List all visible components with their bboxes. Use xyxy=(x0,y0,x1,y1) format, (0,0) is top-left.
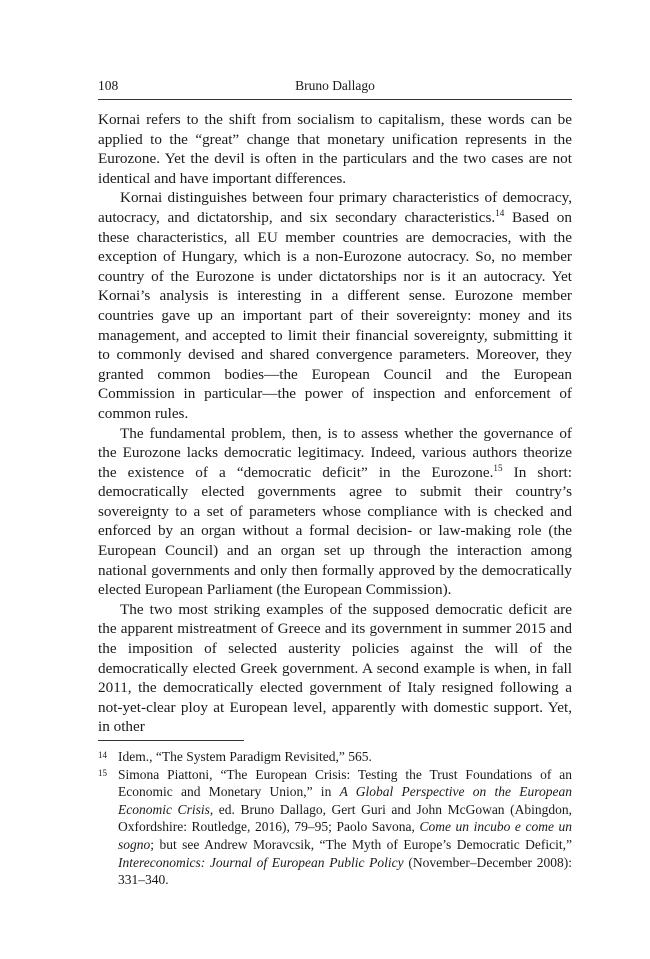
footnote-15 xyxy=(98,766,572,889)
paragraph-1: Kornai refers to the shift from socialism to capitalism, these words can be applied to the “great” change that monetary unification represents in the Eurozone. Yet the devil is often in the particulars and the two cases are not identical and have important differences. xyxy=(98,111,572,187)
footnote-14 xyxy=(98,748,572,766)
footnote-ref-14[interactable]: 14 xyxy=(495,207,505,218)
body-text xyxy=(98,110,572,737)
footnote-text: Idem., “The System Paradigm Revisited,” 565. xyxy=(118,749,372,764)
footnote-number: 14 xyxy=(98,750,107,760)
header-rule xyxy=(98,99,572,100)
footnote-ref-15[interactable]: 15 xyxy=(493,462,503,473)
running-head: Bruno Dallago xyxy=(295,78,375,93)
footnote-text: Simona Piattoni, “The European Crisis: Testing the Trust Foundations of an Economic and Monetary Union,” in A Global Perspective on the European Economic Crisis, ed. Bruno Dallago, Gert Guri and John McGowan (Abingdon, Oxfordshire: Routledge, 2016), 79–95; Paolo Savona, Come un incubo e come un sogno; but see Andrew Moravcsik, “The Myth of Europe’s Democratic Deficit,” Intereconomics: Journal of European Public Policy (November–December 2008): 331–340. xyxy=(118,766,573,888)
footnotes xyxy=(98,748,572,889)
page-number: 108 xyxy=(98,78,119,93)
paragraph-3: The fundamental problem, then, is to assess whether the governance of the Eurozone lacks democratic legitimacy. Indeed, various authors theorize the existence of a “democratic deficit” in the Eurozone.$^{15}$ In short: democratically elected governments agree to submit their country’s sovereignty to a set of parameters whose compliance with is checked and enforced by an organ without a formal decision- or law-making role (the European Council) and an organ set up through the interaction among national governments and only then formally approved by the democratically elected European Parliament (the European Commission). xyxy=(98,424,572,599)
paragraph-2: Kornai distinguishes between four primary characteristics of democracy, autocracy, and dictatorship, and six secondary characteristics.$^{14}$ Based on these characteristics, all EU member countries are democracies, with the exception of Hungary, which is a non-Eurozone autocracy. So, no member country of the Eurozone is under dictatorships nor is it an autocracy. Yet Kornai’s analysis is interesting in a different sense. Eurozone member countries gave up an important part of their sovereignty: money and its management, and accepted to limit their financial sovereignty, submitting it to commonly devised and shared convergence parameters. Moreover, they granted common bodies—the European Council and the European Commission in particular—the power of inspection and enforcement of common rules. xyxy=(98,189,572,422)
book-title: A Global Perspective on the European Economic Crisis xyxy=(118,784,572,817)
journal-title: Intereconomics: Journal of European Public Policy xyxy=(118,854,404,870)
book-title: Come un incubo e come un sogno xyxy=(118,819,572,852)
paragraph-4: The two most striking examples of the supposed democratic deficit are the apparent mistreatment of Greece and its government in summer 2015 and the imposition of selected austerity policies against the will of the democratically elected Greek government. A second example is when, in fall 2011, the democratically elected government of Italy resigned following a not-yet-clear ploy at European level, apparently with domestic support. Yet, in other xyxy=(98,600,572,736)
footnote-rule xyxy=(98,740,244,741)
footnote-number: 15 xyxy=(98,767,107,778)
